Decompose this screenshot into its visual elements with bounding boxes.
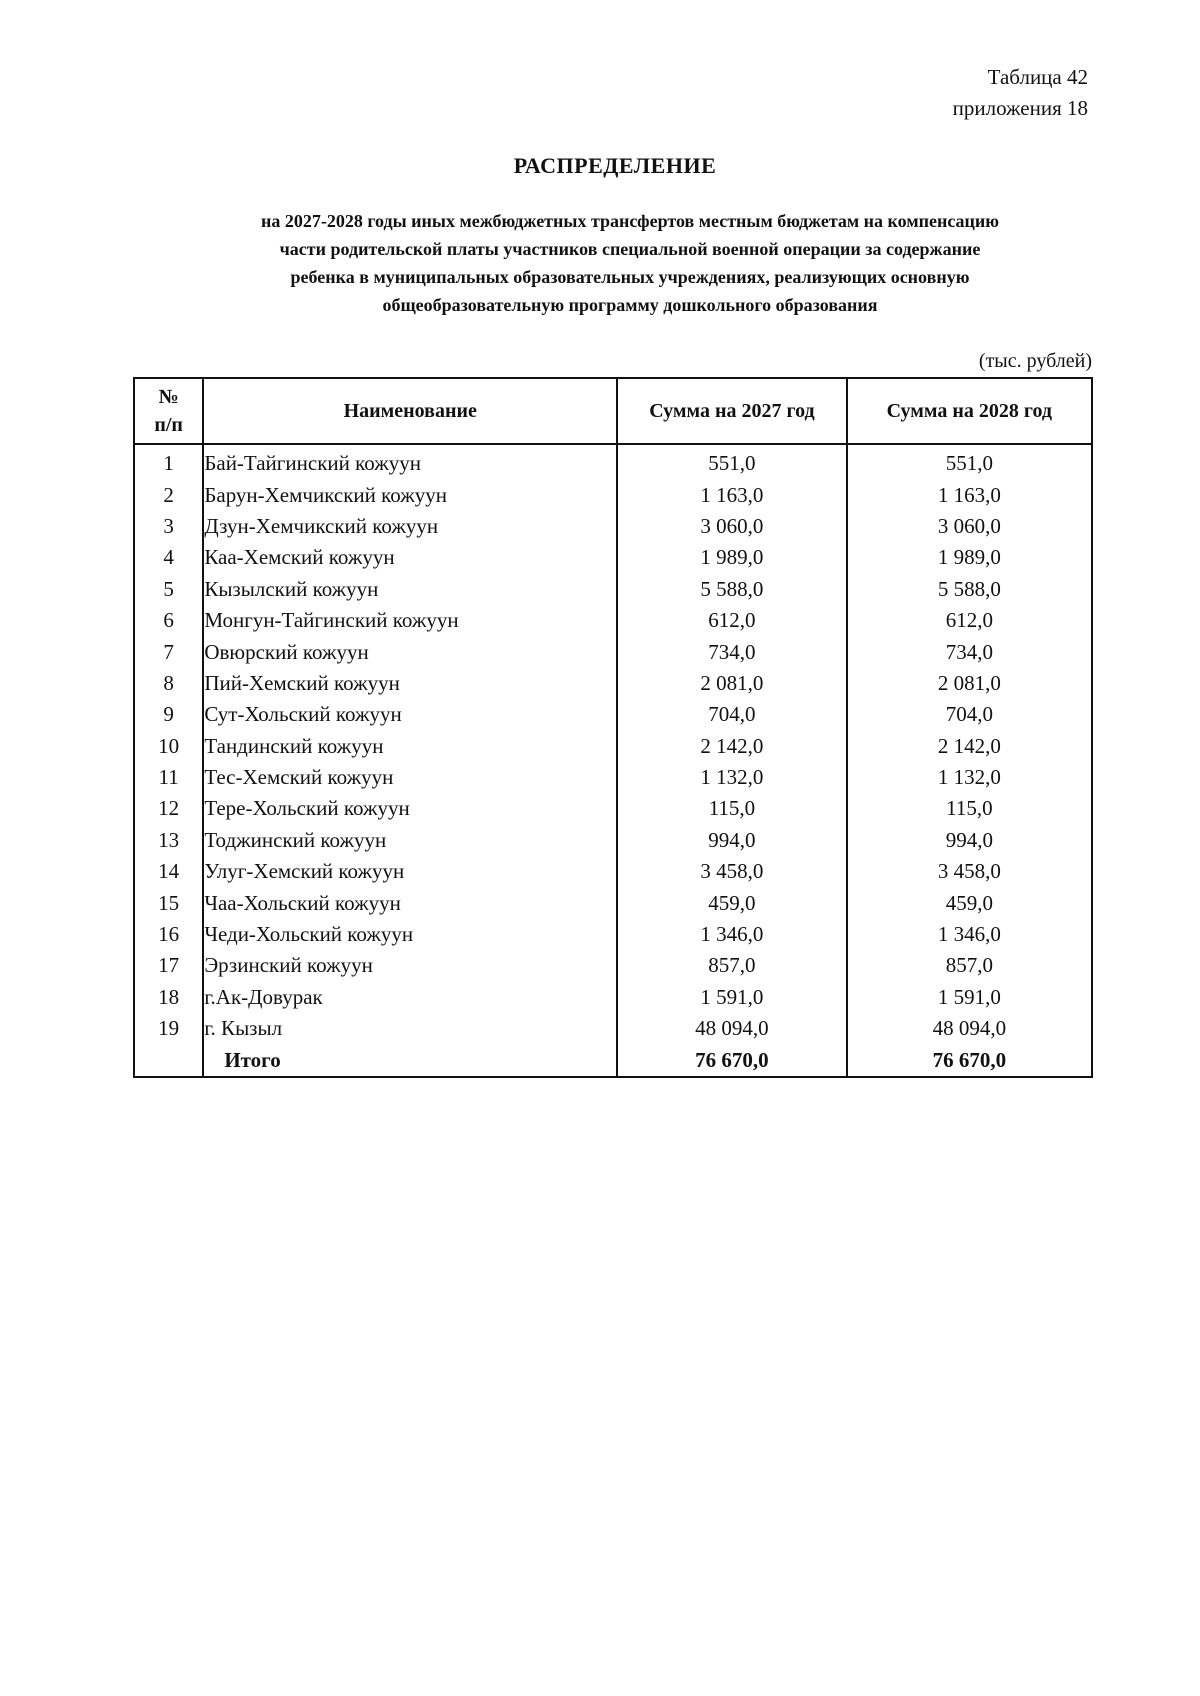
table-row xyxy=(134,982,1092,1013)
table-row xyxy=(134,856,1092,887)
units-label: (тыс. рублей) xyxy=(978,350,1092,372)
row-number: 13 xyxy=(134,825,203,856)
row-sum-2027: 1 132,0 xyxy=(617,762,847,793)
row-name: г.Ак-Довурак xyxy=(203,982,617,1013)
document-title: РАСПРЕДЕЛЕНИЕ xyxy=(513,153,717,178)
row-name: Овюрский кожуун xyxy=(203,636,617,667)
row-number: 2 xyxy=(134,479,203,510)
document-subtitle xyxy=(130,207,1130,319)
row-sum-2028: 3 458,0 xyxy=(847,856,1092,887)
table-row xyxy=(134,444,1092,479)
row-sum-2028: 857,0 xyxy=(847,950,1092,981)
subtitle-line: части родительской платы участников специальной военной операции за содержание xyxy=(279,239,981,259)
table-row xyxy=(134,1013,1092,1044)
row-name: Тандинский кожуун xyxy=(203,731,617,762)
row-name: Бай-Тайгинский кожуун xyxy=(203,444,617,479)
row-sum-2027: 994,0 xyxy=(617,825,847,856)
table-row xyxy=(134,574,1092,605)
row-name: Чаа-Хольский кожуун xyxy=(203,887,617,918)
row-sum-2027: 1 989,0 xyxy=(617,542,847,573)
row-name: Чеди-Хольский кожуун xyxy=(203,919,617,950)
row-name: Каа-Хемский кожуун xyxy=(203,542,617,573)
row-sum-2027: 734,0 xyxy=(617,636,847,667)
row-number: 9 xyxy=(134,699,203,730)
row-sum-2028: 1 132,0 xyxy=(847,762,1092,793)
table-row xyxy=(134,793,1092,824)
header-number-abbrev: п/п xyxy=(154,414,183,436)
row-sum-2027: 551,0 xyxy=(617,444,847,479)
total-number-cell xyxy=(134,1044,203,1076)
row-number: 19 xyxy=(134,1013,203,1044)
row-number: 8 xyxy=(134,668,203,699)
row-number: 10 xyxy=(134,731,203,762)
row-name: Монгун-Тайгинский кожуун xyxy=(203,605,617,636)
row-name: Эрзинский кожуун xyxy=(203,950,617,981)
row-sum-2028: 1 163,0 xyxy=(847,479,1092,510)
row-sum-2028: 1 591,0 xyxy=(847,982,1092,1013)
distribution-table xyxy=(133,377,1093,1078)
total-sum-2027: 76 670,0 xyxy=(617,1044,847,1076)
row-number: 15 xyxy=(134,887,203,918)
row-sum-2028: 2 142,0 xyxy=(847,731,1092,762)
row-number: 4 xyxy=(134,542,203,573)
row-number: 17 xyxy=(134,950,203,981)
row-sum-2027: 1 346,0 xyxy=(617,919,847,950)
header-name: Наименование xyxy=(203,378,617,444)
row-number: 16 xyxy=(134,919,203,950)
table-row xyxy=(134,887,1092,918)
row-sum-2027: 459,0 xyxy=(617,887,847,918)
row-sum-2028: 1 346,0 xyxy=(847,919,1092,950)
row-name: Сут-Хольский кожуун xyxy=(203,699,617,730)
table-row xyxy=(134,950,1092,981)
row-sum-2028: 2 081,0 xyxy=(847,668,1092,699)
table-row xyxy=(134,762,1092,793)
row-sum-2028: 5 588,0 xyxy=(847,574,1092,605)
row-sum-2027: 48 094,0 xyxy=(617,1013,847,1044)
table-header-row xyxy=(134,378,1092,444)
table-body xyxy=(134,444,1092,1077)
row-name: Дзун-Хемчикский кожуун xyxy=(203,511,617,542)
table-row xyxy=(134,636,1092,667)
table-row xyxy=(134,479,1092,510)
row-number: 11 xyxy=(134,762,203,793)
subtitle-line: общеобразовательную программу дошкольного образования xyxy=(382,295,878,315)
row-name: Пий-Хемский кожуун xyxy=(203,668,617,699)
table-row xyxy=(134,668,1092,699)
header-number-sign: № xyxy=(158,386,179,408)
table-row xyxy=(134,699,1092,730)
table-number: Таблица 42 xyxy=(987,65,1088,89)
row-number: 1 xyxy=(134,444,203,479)
row-number: 12 xyxy=(134,793,203,824)
subtitle-line: на 2027-2028 годы иных межбюджетных трансфертов местным бюджетам на компенсацию xyxy=(260,211,1000,231)
row-sum-2028: 48 094,0 xyxy=(847,1013,1092,1044)
row-sum-2028: 551,0 xyxy=(847,444,1092,479)
table-row xyxy=(134,511,1092,542)
row-sum-2028: 734,0 xyxy=(847,636,1092,667)
row-sum-2028: 704,0 xyxy=(847,699,1092,730)
total-label: Итого xyxy=(203,1044,617,1076)
row-name: Тере-Хольский кожуун xyxy=(203,793,617,824)
table-row xyxy=(134,919,1092,950)
row-number: 5 xyxy=(134,574,203,605)
row-sum-2027: 115,0 xyxy=(617,793,847,824)
row-sum-2027: 2 081,0 xyxy=(617,668,847,699)
row-number: 7 xyxy=(134,636,203,667)
row-number: 3 xyxy=(134,511,203,542)
total-row xyxy=(134,1044,1092,1076)
row-sum-2027: 2 142,0 xyxy=(617,731,847,762)
row-sum-2027: 612,0 xyxy=(617,605,847,636)
row-sum-2027: 5 588,0 xyxy=(617,574,847,605)
header-sum-2028: Сумма на 2028 год xyxy=(847,378,1092,444)
table-row xyxy=(134,605,1092,636)
row-sum-2027: 1 163,0 xyxy=(617,479,847,510)
row-sum-2027: 3 060,0 xyxy=(617,511,847,542)
total-sum-2028: 76 670,0 xyxy=(847,1044,1092,1076)
row-sum-2028: 3 060,0 xyxy=(847,511,1092,542)
row-sum-2028: 459,0 xyxy=(847,887,1092,918)
subtitle-line: ребенка в муниципальных образовательных учреждениях, реализующих основную xyxy=(290,267,970,287)
row-number: 6 xyxy=(134,605,203,636)
header-sum-2027: Сумма на 2027 год xyxy=(617,378,847,444)
appendix-reference xyxy=(953,62,1088,124)
row-sum-2028: 1 989,0 xyxy=(847,542,1092,573)
appendix-number: приложения 18 xyxy=(952,96,1088,120)
row-number: 18 xyxy=(134,982,203,1013)
table-row xyxy=(134,825,1092,856)
row-name: Тес-Хемский кожуун xyxy=(203,762,617,793)
table-row xyxy=(134,731,1092,762)
table-row xyxy=(134,542,1092,573)
row-sum-2027: 857,0 xyxy=(617,950,847,981)
row-sum-2028: 612,0 xyxy=(847,605,1092,636)
row-sum-2028: 994,0 xyxy=(847,825,1092,856)
row-sum-2027: 1 591,0 xyxy=(617,982,847,1013)
row-name: Кызылский кожуун xyxy=(203,574,617,605)
row-sum-2028: 115,0 xyxy=(847,793,1092,824)
row-sum-2027: 704,0 xyxy=(617,699,847,730)
row-name: Улуг-Хемский кожуун xyxy=(203,856,617,887)
row-name: г. Кызыл xyxy=(203,1013,617,1044)
row-name: Тоджинский кожуун xyxy=(203,825,617,856)
row-number: 14 xyxy=(134,856,203,887)
row-name: Барун-Хемчикский кожуун xyxy=(203,479,617,510)
row-sum-2027: 3 458,0 xyxy=(617,856,847,887)
header-number xyxy=(134,378,203,444)
